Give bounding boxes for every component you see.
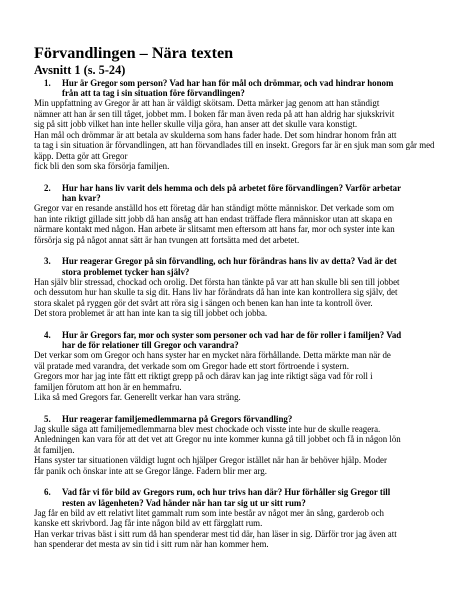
question-line: Hur reagerar Gregor på sin förvandling, och hur förändras hans liv av detta? Vad är det	[62, 256, 397, 267]
answer-line: nämner att han är sen till tåget, jobbet mm. I boken får man även reda på att han aldrig har sjukskrivit	[34, 108, 395, 119]
question-line: resten av lägenheten? Vad händer när han tar sig ut ur sitt rum?	[62, 497, 306, 508]
qa-section	[34, 487, 446, 549]
document-title: Förvandlingen – Nära texten	[34, 44, 234, 62]
answer-line: fick bli den som ska försörja familjen.	[34, 161, 170, 172]
answer-line: stora skalet på ryggen gör det svårt att röra sig i sängen och benen kan han inte ta kontroll över.	[34, 297, 373, 308]
question-line: han kvar?	[62, 193, 101, 204]
answer-line: Anledningen kan vara för att det vet att Gregor nu inte kommer kunna gå till jobbet och få in någon lön	[34, 434, 401, 445]
question	[34, 414, 446, 424]
question-line: Hur reagerar familjemedlemmarna på Gregors förvandling?	[62, 413, 293, 424]
answer-text	[34, 203, 446, 245]
answer-line: Gregors mor har jag inte fått ett riktigt grepp på och därav kan jag inte riktigt säga vad för roll i	[34, 371, 373, 382]
answer-text	[34, 277, 446, 319]
section-spacer	[34, 245, 446, 256]
answer-text	[34, 424, 446, 477]
question	[34, 487, 446, 507]
question-line: stora problemet tycker han själv?	[62, 266, 190, 277]
question-text	[62, 487, 446, 507]
question-number: 2.	[44, 182, 51, 193]
answer-line: Hans syster tar situationen väldigt lugnt och hjälper Gregor istället när han är behöver hjälp. Moder	[34, 455, 387, 466]
question-line: Vad får vi för bild av Gregors rum, och hur trivs han där? Hur förhåller sig Gregor till	[62, 487, 391, 498]
question	[34, 256, 446, 276]
question-number: 5.	[44, 413, 51, 424]
answer-line: ta tag i sin situation är förvandlingen, att han förvandlades till en insekt. Gregors far är en sjuk man som går med käpp. Detta gör att Gregor	[34, 140, 435, 161]
section-spacer	[34, 403, 446, 414]
question-line: Hur har hans liv varit dels hemma och dels på arbetet före förvandlingen? Varför arbetar	[62, 182, 402, 193]
answer-line: åt familjen.	[34, 444, 75, 455]
document-subtitle: Avsnitt 1 (s. 5-24)	[34, 63, 126, 77]
question-text	[62, 78, 446, 98]
question	[34, 78, 446, 98]
answer-line: och dessutom hur han skulle ta sig dit. Hans liv har förändrats då han inte kan kontrollera sig själv, det	[34, 287, 398, 298]
answer-line: försörja sig på något annat sätt är han tvungen att fortsätta med det arbetet.	[34, 234, 300, 245]
section-spacer	[34, 476, 446, 487]
qa-section	[34, 256, 446, 329]
question-number: 4.	[44, 329, 51, 340]
question-line: Hur är Gregors far, mor och syster som personer och vad har de för roller i familjen? Vad	[62, 329, 402, 340]
answer-line: sig på sitt jobb vilket han inte heller skulle vilja göra, han anser att det skulle vara konstigt.	[34, 119, 358, 130]
question-line: från att ta tag i sin situation före förvandlingen?	[62, 88, 245, 99]
question-number: 1.	[44, 78, 51, 88]
qa-section	[34, 78, 446, 183]
document-page	[34, 44, 446, 550]
qa-section	[34, 330, 446, 414]
answer-line: Lika så med Gregors far. Generellt verkar han vara sträng.	[34, 392, 241, 403]
question-line: har de för relationer till Gregor och varandra?	[62, 339, 239, 350]
question	[34, 183, 446, 203]
answer-line: närmare kontakt med någon. Han arbete är slitsamt men eftersom att hans far, mor och syster inte kan	[34, 224, 395, 235]
question-text	[62, 414, 446, 424]
question-number: 3.	[44, 256, 51, 267]
answer-text	[34, 508, 446, 550]
question-line: Hur är Gregor som person? Vad har han för mål och drömmar, och vad hindrar honom	[62, 78, 394, 88]
answer-text	[34, 98, 446, 172]
question-text	[62, 183, 446, 203]
question-text	[62, 256, 446, 276]
answer-line: Min uppfattning av Gregor är att han är väldigt skötsam. Detta märker jag genom att han ständigt	[34, 98, 380, 109]
answer-line: han inte riktigt gillade sitt jobb då han ansåg att han endast träffade flera människor utan att skapa en	[34, 213, 393, 224]
answer-line: får panik och önskar inte att se Gregor länge. Fadern blir mer arg.	[34, 465, 267, 476]
answer-line: han spenderar det mesta av sin tid i sitt rum när han kommer hem.	[34, 539, 269, 550]
sections-container	[34, 78, 446, 550]
qa-section	[34, 414, 446, 488]
answer-line: Jag får en bild av ett relativt litet gammalt rum som inte består av något mer än sång, garderob och	[34, 507, 384, 518]
answer-line: Det stora problemet är att han inte kan ta sig till jobbet och jobba.	[34, 308, 268, 319]
question	[34, 330, 446, 350]
answer-line: Han mål och drömmar är att betala av skulderna som hans fader hade. Det som hindrar honom från att	[34, 129, 397, 140]
answer-line: Det verkar som om Gregor och hans syster har en mycket nära förhållande. Detta märkte man när de	[34, 350, 391, 361]
answer-line: Han själv blir stressad, chockad och orolig. Det första han tänkte på var att han skulle bli sen till jobbet	[34, 276, 400, 287]
answer-line: kanske ett skrivbord. Jag får inte någon bild av ett färgglatt rum.	[34, 518, 263, 529]
section-spacer	[34, 172, 446, 183]
qa-section	[34, 183, 446, 256]
answer-line: Han verkar trivas bäst i sitt rum då han spenderar mest tid där, han läser in sig. Därför tror jag även att	[34, 528, 397, 539]
answer-line: Jag skulle säga att familjemedlemmarna blev mest chockade och visste inte hur de skulle reagera.	[34, 423, 381, 434]
answer-line: familjen förutom att hon är en hemmafru.	[34, 381, 182, 392]
section-spacer	[34, 319, 446, 330]
question-number: 6.	[44, 487, 51, 498]
answer-line: Gregor var en resande anställd hos ett företag där han ständigt mötte människor. Det verkade som om	[34, 203, 395, 214]
question-text	[62, 330, 446, 350]
answer-line: väl pratade med varandra, det verkade som om Gregor hade ett stort förtroende i systern.	[34, 360, 349, 371]
answer-text	[34, 350, 446, 403]
